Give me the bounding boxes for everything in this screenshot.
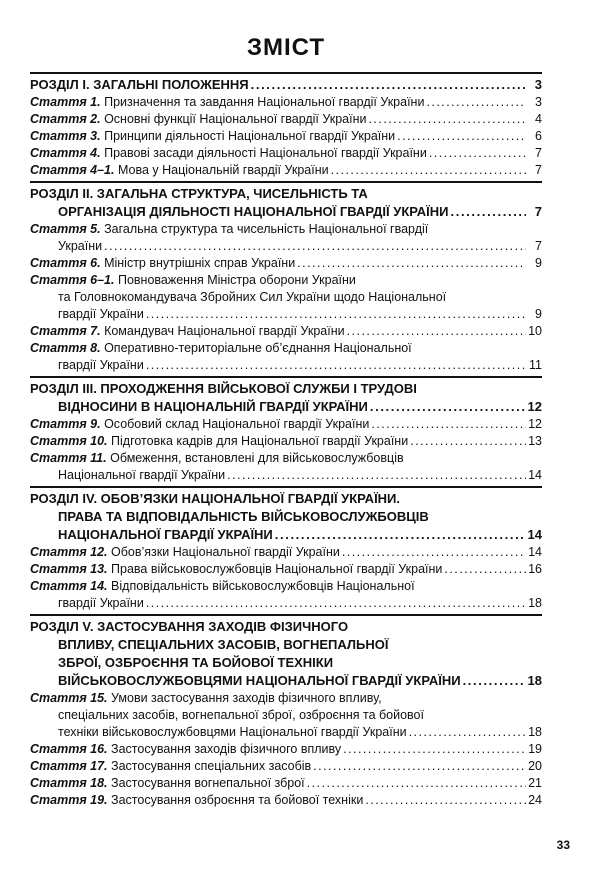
entry-page-number: 18 [528,725,542,739]
article-number: Стаття 5. [30,222,101,236]
entry-page-number: 7 [535,239,542,253]
section-heading-text: НАЦІОНАЛЬНОЇ ГВАРДІЇ УКРАЇНИ [58,527,273,542]
dot-leader [146,306,526,323]
article-number: Стаття 13. [30,562,108,576]
toc-entry-line [30,741,542,758]
article-title: Права військовослужбовців Національної гвардії України [111,562,443,576]
dot-leader [371,416,526,433]
article-number: Стаття 6–1. [30,273,115,287]
article-number: Стаття 1. [30,95,101,109]
toc-entry-line [30,306,542,323]
entry-page-number: 14 [528,545,542,559]
article-number: Стаття 3. [30,129,101,143]
toc-entry-line [30,162,542,179]
toc-entry-text-wrap [58,357,144,374]
section-heading-line [30,526,542,544]
toc-entry-line [30,94,542,111]
toc-entry-text-wrap [58,238,102,255]
toc-entry-text-wrap [30,775,305,792]
section-heading-text: ВПЛИВУ, СПЕЦІАЛЬНИХ ЗАСОБІВ, ВОГНЕПАЛЬНОЇ [58,637,389,652]
article-title: Мова у Національній гвардії України [117,163,329,177]
section-heading [30,185,542,221]
toc-entry-line [30,145,542,162]
toc-entry-line [30,690,542,707]
article-number: Стаття 16. [30,742,108,756]
toc-entry [30,221,542,255]
dot-leader [104,238,526,255]
toc-entry-line [30,544,542,561]
section-heading [30,490,542,544]
dot-leader [365,792,526,809]
article-number: Стаття 17. [30,759,108,773]
toc-entry [30,111,542,128]
toc-entry-text-wrap [30,255,295,272]
article-title: Відповідальність військовослужбовців Національної [111,579,415,593]
toc-entry-text-wrap [30,111,366,128]
toc-entry-text-wrap [30,561,442,578]
section-heading-line [30,398,542,416]
article-title: України [58,239,103,253]
article-title: Оперативно-територіальне об’єднання Національної [104,341,412,355]
toc-entry-line [30,467,542,484]
toc-entry-line [30,255,542,272]
section-page-number: 14 [527,527,542,542]
section-heading-line [30,76,542,94]
article-number: Стаття 9. [30,417,101,431]
table-of-contents [30,72,542,809]
article-title: Призначення та завдання Національної гвардії України [104,95,425,109]
dot-leader [397,128,526,145]
section-heading-text: ЗБРОЇ, ОЗБРОЄННЯ ТА БОЙОВОЇ ТЕХНІКИ [58,655,334,670]
toc-entry-text-wrap [58,708,424,722]
article-title: Обов’язки Національної гвардії України [111,545,340,559]
section-page-number: 3 [534,77,542,92]
toc-entry [30,792,542,809]
entry-page-number: 13 [528,434,542,448]
toc-section [30,376,542,484]
dot-leader [426,94,526,111]
toc-entry-line [30,221,542,238]
article-title: Загальна структура та чисельність Національної гвардії [104,222,429,236]
toc-entry-text-wrap [58,290,446,304]
page-number: 33 [556,838,570,852]
dot-leader [227,467,526,484]
dot-leader [146,357,526,374]
dot-leader [146,595,526,612]
section-heading [30,76,542,94]
entry-page-number: 20 [528,759,542,773]
toc-entry-text-wrap [30,792,363,809]
entry-page-number: 9 [535,307,542,321]
section-heading-line [30,380,542,398]
toc-entry [30,561,542,578]
article-number: Стаття 7. [30,324,101,338]
toc-entry [30,578,542,612]
entry-page-number: 14 [528,468,542,482]
article-title: та Головнокомандувача Збройних Сил України щодо Національної [58,290,447,304]
dot-leader [368,111,526,128]
article-number: Стаття 6. [30,256,101,270]
article-number: Стаття 19. [30,793,108,807]
toc-entry-text-wrap [30,741,341,758]
article-title: гвардії України [58,596,144,610]
article-title: Командувач Національної гвардії України [104,324,345,338]
entry-page-number: 9 [535,256,542,270]
section-heading-text: ПРАВА ТА ВІДПОВІДАЛЬНІСТЬ ВІЙСЬКОВОСЛУЖБОВЦІВ [58,509,429,524]
entry-page-number: 19 [528,742,542,756]
section-heading-line [30,672,542,690]
toc-entry [30,690,542,741]
toc-entry-line [30,357,542,374]
toc-entry-text-wrap [30,341,412,355]
section-heading-text: ВІЙСЬКОВОСЛУЖБОВЦЯМИ НАЦІОНАЛЬНОЇ ГВАРДІЇ УКРАЇНИ [58,673,461,688]
article-title: Повноваження Міністра оборони України [117,273,356,287]
section-heading-text: РОЗДІЛ ІІ. ЗАГАЛЬНА СТРУКТУРА, ЧИСЕЛЬНІСТЬ ТА [30,186,368,201]
toc-entry-text-wrap [30,273,356,287]
dot-leader [342,544,526,561]
dot-leader [463,672,526,690]
toc-entry-text-wrap [58,595,144,612]
toc-entry [30,128,542,145]
section-page-number: 18 [527,673,542,688]
entry-page-number: 18 [528,596,542,610]
section-heading-line [30,203,542,221]
toc-entry-line [30,450,542,467]
toc-entry-text-wrap [30,145,427,162]
article-title: гвардії України [58,307,144,321]
toc-entry [30,741,542,758]
section-heading-line [30,636,542,654]
article-number: Стаття 11. [30,451,107,465]
toc-entry [30,162,542,179]
article-number: Стаття 12. [30,545,108,559]
toc-section [30,486,542,612]
toc-entry [30,94,542,111]
article-title: Обмеження, встановлені для військовослужбовців [110,451,404,465]
article-title: Застосування вогнепальної зброї [111,776,305,790]
article-title: Застосування спеціальних засобів [111,759,312,773]
article-number: Стаття 4. [30,146,101,160]
dot-leader [347,323,526,340]
toc-entry [30,145,542,162]
section-heading-line [30,508,542,526]
article-title: техніки військовослужбовцями Національної гвардії України [58,725,407,739]
toc-entry-line [30,416,542,433]
section-heading-text: РОЗДІЛ І. ЗАГАЛЬНІ ПОЛОЖЕННЯ [30,77,249,92]
toc-entry-text-wrap [30,758,311,775]
dot-leader [429,145,526,162]
article-number: Стаття 14. [30,579,108,593]
toc-section [30,181,542,374]
article-title: Принципи діяльності Національної гвардії України [104,129,396,143]
dot-leader [297,255,526,272]
article-title: Особовий склад Національної гвардії України [104,417,370,431]
toc-entry-line [30,775,542,792]
entry-page-number: 11 [529,358,542,372]
toc-entry [30,450,542,484]
toc-entry-text-wrap [58,467,225,484]
toc-entry-line [30,238,542,255]
toc-entry-text-wrap [58,306,144,323]
toc-entry-text-wrap [58,724,407,741]
toc-entry-line [30,433,542,450]
section-heading-line [30,185,542,203]
entry-page-number: 12 [528,417,542,431]
article-title: Підготовка кадрів для Національної гвардії України [111,434,409,448]
article-number: Стаття 2. [30,112,101,126]
toc-entry [30,416,542,433]
section-heading-text: РОЗДІЛ IV. ОБОВ’ЯЗКИ НАЦІОНАЛЬНОЇ ГВАРДІЇ УКРАЇНИ. [30,491,401,506]
toc-entry-line [30,724,542,741]
section-heading-text: РОЗДІЛ V. ЗАСТОСУВАННЯ ЗАХОДІВ ФІЗИЧНОГО [30,619,349,634]
dot-leader [444,561,526,578]
entry-page-number: 3 [535,95,542,109]
entry-page-number: 21 [528,776,542,790]
toc-entry-text-wrap [30,691,382,705]
article-number: Стаття 15. [30,691,108,705]
entry-page-number: 4 [535,112,542,126]
toc-entry-text-wrap [30,222,428,236]
article-number: Стаття 8. [30,341,101,355]
toc-entry [30,544,542,561]
toc-page [30,30,542,811]
toc-entry-text-wrap [30,579,415,593]
article-title: Основні функції Національної гвардії України [104,112,367,126]
toc-entry-line [30,758,542,775]
dot-leader [409,724,526,741]
section-heading-text: ВІДНОСИНИ В НАЦІОНАЛЬНІЙ ГВАРДІЇ УКРАЇНИ [58,399,368,414]
toc-entry-line [30,323,542,340]
toc-entry-text-wrap [30,544,340,561]
toc-entry-line [30,561,542,578]
toc-entry [30,272,542,323]
entry-page-number: 7 [535,146,542,160]
toc-section [30,614,542,809]
toc-entry-line [30,340,542,357]
dot-leader [313,758,526,775]
article-title: Міністр внутрішніх справ України [104,256,296,270]
dot-leader [343,741,526,758]
article-title: гвардії України [58,358,144,372]
toc-entry-line [30,578,542,595]
dot-leader [275,526,526,544]
article-title: Правові засади діяльності Національної гвардії України [104,146,427,160]
dot-leader [370,398,526,416]
page-title: ЗМІСТ [246,34,326,61]
toc-entry-line [30,595,542,612]
section-heading-line [30,654,542,672]
toc-entry-line [30,792,542,809]
toc-entry-line [30,289,542,306]
dot-leader [307,775,526,792]
section-heading-line [30,490,542,508]
toc-entry [30,433,542,450]
toc-entry [30,323,542,340]
toc-entry-text-wrap [30,94,424,111]
article-number: Стаття 18. [30,776,108,790]
toc-entry [30,255,542,272]
article-title: спеціальних засобів, вогнепальної зброї, озброєння та бойової [58,708,424,722]
toc-entry-line [30,272,542,289]
section-heading-text: РОЗДІЛ ІІІ. ПРОХОДЖЕННЯ ВІЙСЬКОВОЇ СЛУЖБИ І ТРУДОВІ [30,381,417,396]
toc-entry-text-wrap [30,128,395,145]
toc-entry [30,775,542,792]
entry-page-number: 24 [528,793,542,807]
article-number: Стаття 4–1. [30,163,115,177]
toc-entry-line [30,111,542,128]
article-title: Національної гвардії України [58,468,226,482]
entry-page-number: 16 [528,562,542,576]
toc-section [30,72,542,179]
toc-entry [30,340,542,374]
toc-entry-text-wrap [30,451,404,465]
toc-entry-line [30,128,542,145]
article-title: Застосування заходів фізичного впливу [111,742,342,756]
toc-entry-text-wrap [30,433,408,450]
toc-entry-text-wrap [30,162,329,179]
dot-leader [451,203,526,221]
section-heading-line [30,618,542,636]
section-heading [30,618,542,690]
article-title: Умови застосування заходів фізичного впливу, [111,691,382,705]
section-heading-text: ОРГАНІЗАЦІЯ ДІЯЛЬНОСТІ НАЦІОНАЛЬНОЇ ГВАРДІЇ УКРАЇНИ [58,204,449,219]
dot-leader [251,76,526,94]
entry-page-number: 6 [535,129,542,143]
toc-entry [30,758,542,775]
section-heading [30,380,542,416]
section-page-number: 7 [534,204,542,219]
article-number: Стаття 10. [30,434,108,448]
entry-page-number: 7 [535,163,542,177]
section-page-number: 12 [527,399,542,414]
entry-page-number: 10 [528,324,542,338]
article-title: Застосування озброєння та бойової техніки [111,793,364,807]
toc-entry-line [30,707,542,724]
toc-entry-text-wrap [30,323,345,340]
toc-entry-text-wrap [30,416,369,433]
dot-leader [410,433,526,450]
dot-leader [331,162,526,179]
